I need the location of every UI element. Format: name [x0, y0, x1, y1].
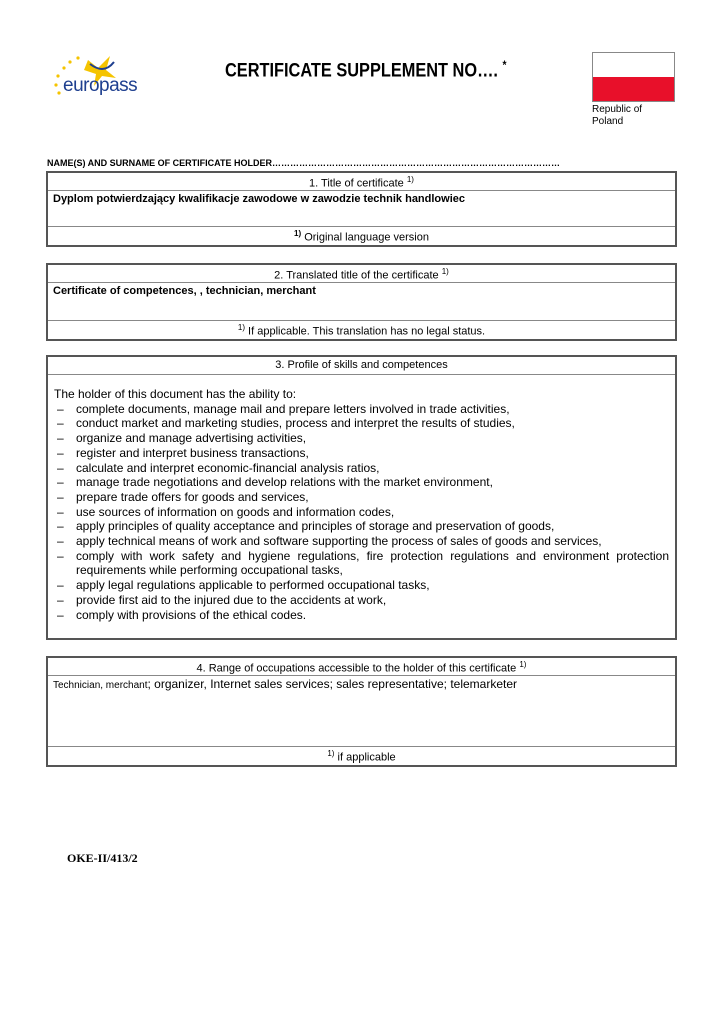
list-item: – apply technical means of work and software supporting the process of sales of goods and services,: [57, 534, 602, 549]
country-label: Republic of Poland: [592, 104, 643, 127]
section-translated-title: [46, 263, 677, 341]
skills-intro: The holder of this document has the ability to:: [54, 387, 297, 401]
skills-list: [54, 402, 669, 623]
list-item: – manage trade negotiations and develop relations with the market environment,: [57, 475, 493, 490]
occupations-value: Technician, merchant; organizer, Internet sales services; sales representative; telemarketer: [53, 677, 518, 691]
certificate-title-value: Dyplom potwierdzający kwalifikacje zawodowe w zawodzie technik handlowiec: [53, 193, 465, 205]
list-item: – comply with provisions of the ethical codes.: [57, 607, 307, 622]
skills-content: [48, 375, 675, 622]
list-item: – register and interpret business transactions,: [57, 445, 309, 460]
section-heading: 1. Title of certificate $^{1)}$: [48, 173, 675, 191]
list-item: – comply with work safety and hygiene regulations, fire protection regulations and environment protection requirements while performing occupational tasks,: [57, 548, 669, 578]
section-range-of-occupations: [46, 656, 677, 767]
list-item: – organize and manage advertising activities,: [57, 431, 307, 446]
list-item: – complete documents, manage mail and prepare letters involved in trade activities,: [57, 401, 510, 416]
list-item: – use sources of information on goods and information codes,: [57, 504, 395, 519]
list-item: – apply legal regulations applicable to performed occupational tasks,: [57, 578, 430, 593]
section-heading: 3. Profile of skills and competences: [48, 357, 675, 375]
section-heading: 2. Translated title of the certificate $^{1)}$: [48, 265, 675, 283]
holder-name-line: NAME(S) AND SURNAME OF CERTIFICATE HOLDER……………………………………………………………………………………: [47, 158, 560, 168]
title-footnote-mark: *: [502, 58, 507, 72]
section-title-of-certificate: [46, 171, 677, 247]
list-item: – calculate and interpret economic-financial analysis ratios,: [57, 460, 380, 475]
section-heading: 4. Range of occupations accessible to the holder of this certificate $^{1)}$: [48, 658, 675, 676]
section-footnote: $^{1)}$ If applicable. This translation has no legal status.: [48, 320, 675, 339]
section-footnote: $^{1)}$ if applicable: [48, 746, 675, 765]
list-item: – apply principles of quality acceptance and principles of storage and preservation of goods,: [57, 519, 555, 534]
document-title: CERTIFICATE SUPPLEMENT NO…. *: [225, 58, 507, 82]
list-item: – provide first aid to the injured due to the accidents at work,: [57, 592, 387, 607]
list-item: – prepare trade offers for goods and services,: [57, 489, 309, 504]
translated-title-value: Certificate of competences, , technician, merchant: [53, 285, 316, 297]
section-footnote: $^{1)}$ Original language version: [48, 226, 675, 245]
document-code: OKE-II/413/2: [67, 851, 138, 865]
section-profile-of-skills: [46, 355, 677, 640]
poland-flag: [592, 52, 675, 102]
europass-wordmark: europass: [63, 75, 138, 96]
list-item: – conduct market and marketing studies, process and interpret the results of studies,: [57, 416, 515, 431]
